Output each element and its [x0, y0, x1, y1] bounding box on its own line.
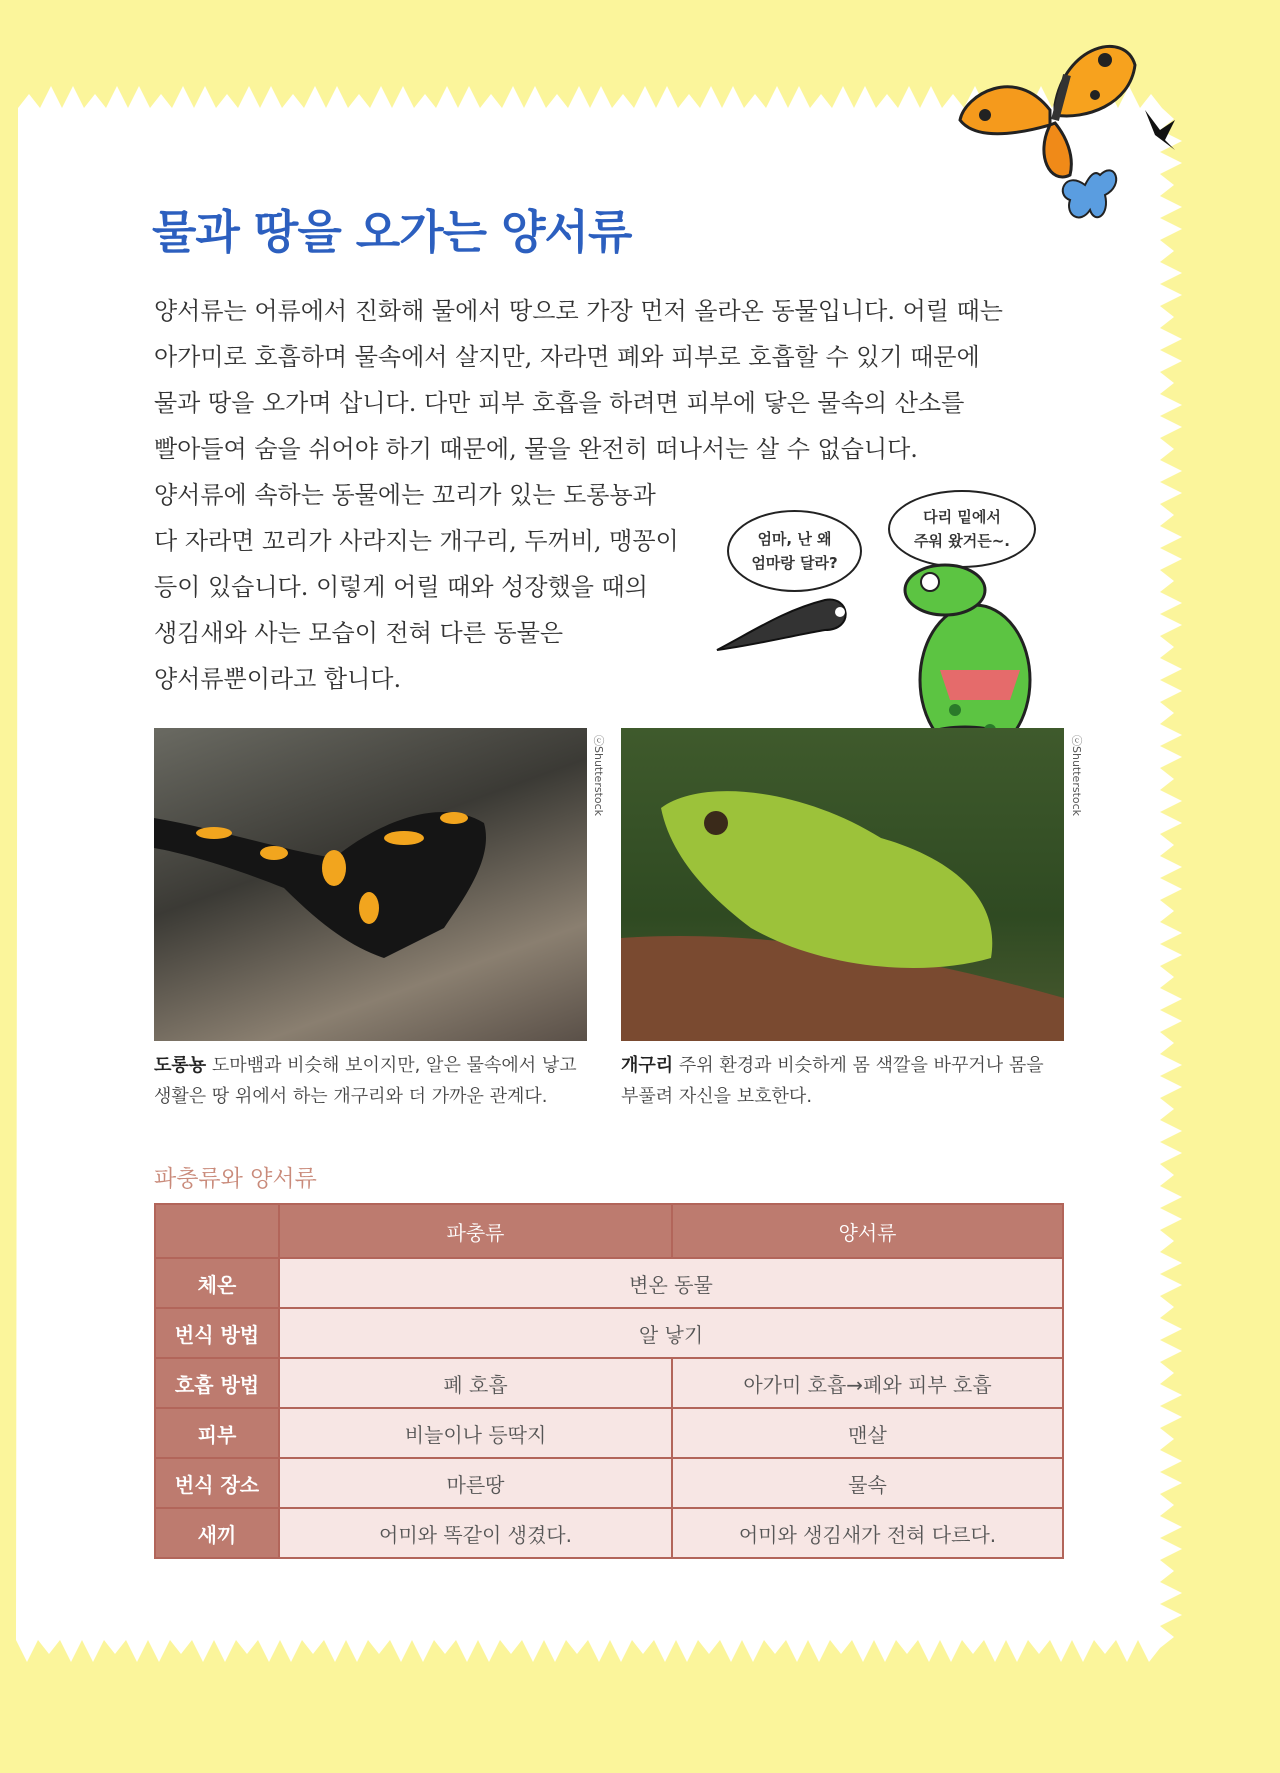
table-cell: 폐 호흡: [279, 1358, 672, 1408]
caption-text: 생활은 땅 위에서 하는 개구리와 더 가까운 관계다.: [154, 1086, 548, 1107]
frog-caption: [621, 1050, 1044, 1112]
header-cell: 파충류: [279, 1204, 672, 1258]
paragraph-line: 아가미로 호흡하며 물속에서 살지만, 자라면 폐와 피부로 호흡할 수 있기 때문에: [154, 343, 980, 371]
table-cell: 알 낳기: [279, 1308, 1063, 1358]
salamander-image: [154, 728, 587, 1041]
table-cell: 변온 동물: [279, 1258, 1063, 1308]
paragraph-line: 물과 땅을 오가며 삽니다. 다만 피부 호흡을 하려면 피부에 닿은 물속의 산소를: [154, 389, 965, 417]
caption-title: 개구리: [621, 1055, 674, 1076]
header-cell: 양서류: [672, 1204, 1063, 1258]
salamander-caption: [154, 1050, 577, 1112]
table-cell: 어미와 생김새가 전혀 다르다.: [672, 1508, 1063, 1558]
table-row: [155, 1408, 1063, 1458]
table-cell: 비늘이나 등딱지: [279, 1408, 672, 1458]
paragraph-line: 생김새와 사는 모습이 전혀 다른 동물은: [154, 619, 564, 647]
caption-text: 주위 환경과 비슷하게 몸 색깔을 바꾸거나 몸을: [678, 1055, 1044, 1076]
row-label: 호흡 방법: [155, 1358, 279, 1408]
row-label: 번식 방법: [155, 1308, 279, 1358]
orange-butterfly-icon: [960, 46, 1135, 177]
table-cell: 맨살: [672, 1408, 1063, 1458]
table-row: [155, 1358, 1063, 1408]
table-header-row: [155, 1204, 1063, 1258]
butterfly-illustration: [955, 25, 1205, 245]
table-cell: 마른땅: [279, 1458, 672, 1508]
row-label: 체온: [155, 1258, 279, 1308]
caption-title: 도롱뇽: [154, 1055, 207, 1076]
photo-credit: ⓒShutterstock: [592, 735, 605, 817]
frog-speech-bubble: [888, 490, 1036, 568]
table-row: [155, 1508, 1063, 1558]
black-butterfly-icon: [1145, 110, 1175, 150]
paragraph-line: 양서류는 어류에서 진화해 물에서 땅으로 가장 먼저 올라온 동물입니다. 어릴 때는: [154, 297, 1003, 325]
bubble-text: 엄마, 난 왜: [757, 530, 832, 548]
row-label: 피부: [155, 1408, 279, 1458]
page-title: 물과 땅을 오가는 양서류: [152, 205, 632, 259]
frog-image: [621, 728, 1064, 1041]
caption-text: 도마뱀과 비슷해 보이지만, 알은 물속에서 낳고: [211, 1055, 577, 1076]
paragraph-line: 등이 있습니다. 이렇게 어릴 때와 성장했을 때의: [154, 573, 648, 601]
caption-text: 부풀려 자신을 보호한다.: [621, 1086, 813, 1107]
photo-credit: ⓒShutterstock: [1070, 735, 1083, 817]
paragraph-line: 양서류에 속하는 동물에는 꼬리가 있는 도롱뇽과: [154, 481, 656, 509]
tadpole-icon: [717, 600, 846, 650]
paragraph-line: 빨아들여 숨을 쉬어야 하기 때문에, 물을 완전히 떠나서는 살 수 없습니다.: [154, 435, 918, 463]
header-cell: [155, 1204, 279, 1258]
table-cell: 아가미 호흡→폐와 피부 호흡: [672, 1358, 1063, 1408]
blue-butterfly-icon: [1063, 170, 1116, 217]
table-title: 파충류와 양서류: [154, 1166, 317, 1192]
paragraph-line: 양서류뿐이라고 합니다.: [154, 665, 402, 693]
table-cell: 어미와 똑같이 생겼다.: [279, 1508, 672, 1558]
table-row: [155, 1458, 1063, 1508]
table-row: [155, 1308, 1063, 1358]
bubble-text: 주워 왔거든~.: [914, 532, 1010, 550]
comparison-table: [154, 1203, 1064, 1559]
paragraph-line: 다 자라면 꼬리가 사라지는 개구리, 두꺼비, 맹꽁이: [154, 527, 679, 555]
table-cell: 물속: [672, 1458, 1063, 1508]
frog-photo: [621, 728, 1064, 1041]
table-row: [155, 1258, 1063, 1308]
bubble-text: 엄마랑 달라?: [751, 554, 838, 572]
row-label: 번식 장소: [155, 1458, 279, 1508]
salamander-photo: [154, 728, 587, 1041]
row-label: 새끼: [155, 1508, 279, 1558]
bubble-text: 다리 밑에서: [923, 508, 1001, 526]
